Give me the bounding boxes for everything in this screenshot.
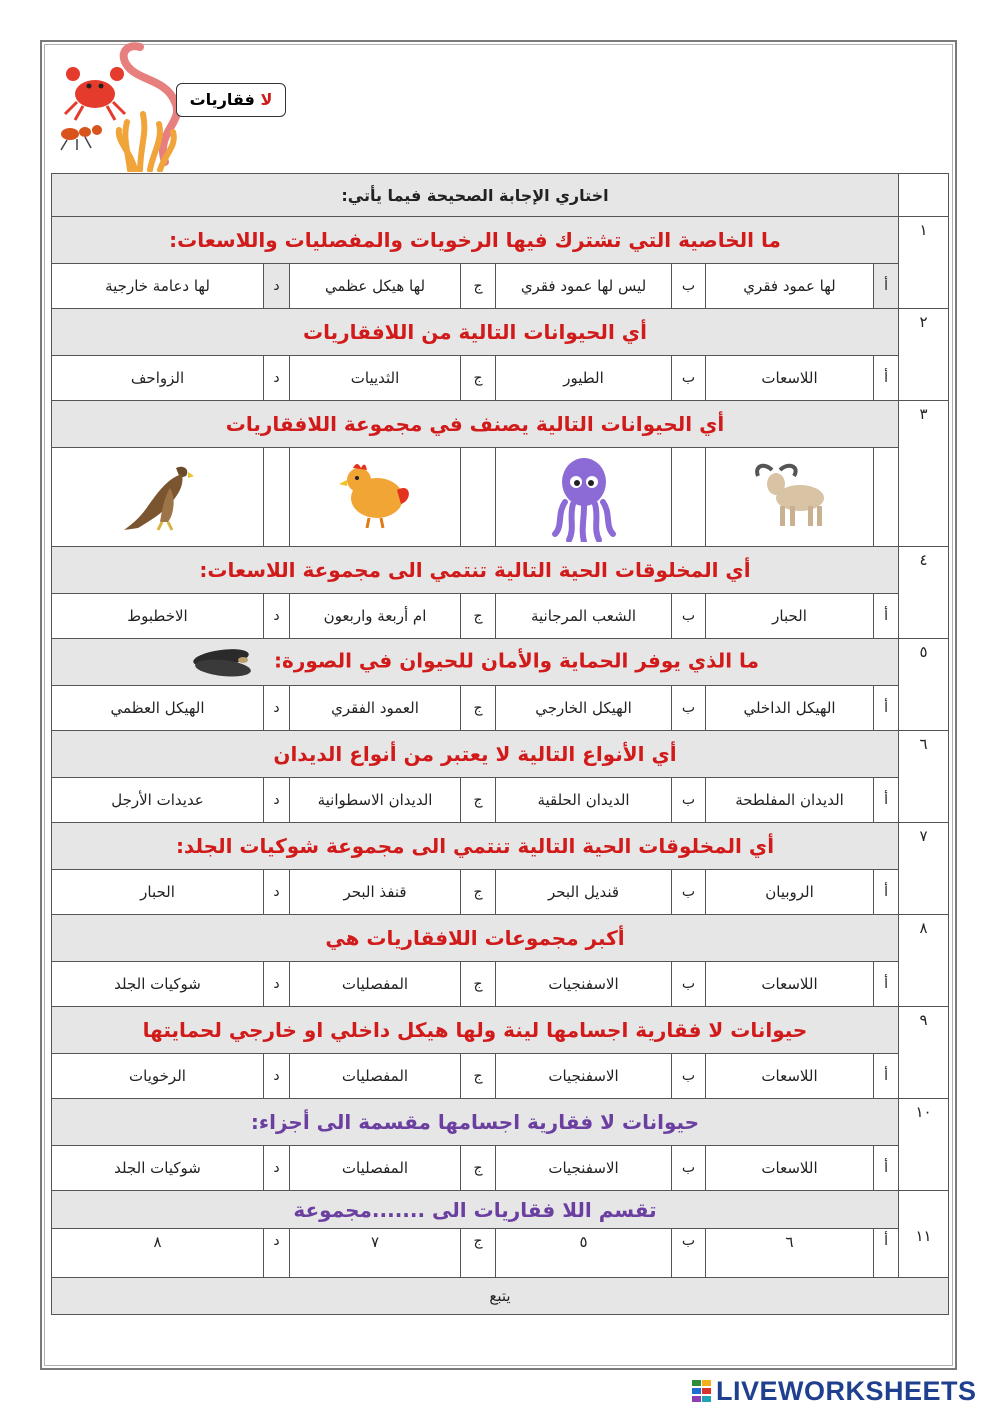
- answer-row: [52, 1054, 949, 1099]
- question-text: تقسم اللا فقاريات الى .......مجموعة: [52, 1191, 899, 1229]
- answer-option[interactable]: ام أربعة واربعون: [290, 594, 461, 639]
- answer-option[interactable]: الاسفنجيات: [496, 962, 672, 1007]
- option-letter: أ: [874, 778, 899, 823]
- option-letter: د: [264, 1054, 290, 1099]
- answer-option-octopus[interactable]: [496, 448, 672, 547]
- answer-option[interactable]: الاسفنجيات: [496, 1054, 672, 1099]
- question-text: أي الأنواع التالية لا يعتبر من أنواع الديدان: [52, 731, 899, 778]
- answer-option[interactable]: الثدييات: [290, 356, 461, 401]
- question-text: أي المخلوقات الحية التالية تنتمي الى مجموعة شوكيات الجلد:: [52, 823, 899, 870]
- answer-option[interactable]: المفصليات: [290, 1146, 461, 1191]
- option-letter: ب: [672, 356, 706, 401]
- question-row: [52, 731, 949, 778]
- answer-option[interactable]: المفصليات: [290, 1054, 461, 1099]
- option-letter: ج: [461, 778, 496, 823]
- question-text: أي المخلوقات الحية التالية تنتمي الى مجموعة اللاسعات:: [52, 547, 899, 594]
- worm-icon: [124, 46, 177, 162]
- answer-option[interactable]: اللاسعات: [706, 962, 874, 1007]
- footer-row: [52, 1278, 949, 1315]
- answer-option[interactable]: قنفذ البحر: [290, 870, 461, 915]
- option-letter: ب: [672, 1054, 706, 1099]
- option-letter: ب: [672, 1229, 706, 1278]
- question-number: ٧: [899, 823, 949, 915]
- option-letter: ب: [672, 1146, 706, 1191]
- answer-option[interactable]: لها دعامة خارجية: [52, 264, 264, 309]
- question-number: ٥: [899, 639, 949, 731]
- answer-row: [52, 594, 949, 639]
- question-row: [52, 401, 949, 448]
- option-letter: أ: [874, 1054, 899, 1099]
- option-letter: ج: [461, 264, 496, 309]
- liveworksheets-logo: [692, 1376, 977, 1406]
- option-letter: ب: [672, 778, 706, 823]
- option-letter: د: [264, 356, 290, 401]
- answer-option[interactable]: شوكيات الجلد: [52, 962, 264, 1007]
- question-number: ١: [899, 217, 949, 309]
- option-letter: أ: [874, 264, 899, 309]
- question-number: ٢: [899, 309, 949, 401]
- answer-option[interactable]: الزواحف: [52, 356, 264, 401]
- question-row: [52, 639, 949, 686]
- option-letter: د: [264, 1146, 290, 1191]
- answer-option[interactable]: الروبيان: [706, 870, 874, 915]
- question-number: ٩: [899, 1007, 949, 1099]
- answer-option[interactable]: الاخطبوط: [52, 594, 264, 639]
- answer-row: [52, 264, 949, 309]
- crab-icon: [65, 67, 125, 120]
- answer-option[interactable]: ٨: [52, 1229, 264, 1278]
- answer-option[interactable]: الطيور: [496, 356, 672, 401]
- answer-option[interactable]: شوكيات الجلد: [52, 1146, 264, 1191]
- octopus-icon: [551, 456, 617, 542]
- option-letter: ج: [461, 962, 496, 1007]
- answer-row: [52, 356, 949, 401]
- answer-row: [52, 778, 949, 823]
- question-number: ٣: [899, 401, 949, 547]
- answer-option[interactable]: لها هيكل عظمي: [290, 264, 461, 309]
- answer-option[interactable]: الاسفنجيات: [496, 1146, 672, 1191]
- question-row: [52, 1191, 949, 1229]
- answer-option[interactable]: الهيكل العظمي: [52, 686, 264, 731]
- worksheet-title: [176, 83, 286, 117]
- option-letter: ب: [672, 594, 706, 639]
- brand-name: LIVEWORKSHEETS: [716, 1375, 977, 1406]
- option-letter: د: [264, 1229, 290, 1278]
- question-row: [52, 547, 949, 594]
- option-letter: أ: [874, 870, 899, 915]
- option-letter: ب: [672, 870, 706, 915]
- answer-option[interactable]: ٥: [496, 1229, 672, 1278]
- option-letter: ب: [672, 962, 706, 1007]
- question-text: حيوانات لا فقارية اجسامها لينة ولها هيكل داخلي او خارجي لحمايتها: [52, 1007, 899, 1054]
- option-letter: ج: [461, 1229, 496, 1278]
- question-number: ٨: [899, 915, 949, 1007]
- option-letter: ب: [672, 686, 706, 731]
- questions-table: [51, 173, 949, 1315]
- instruction-row: [52, 174, 949, 217]
- option-letter: أ: [874, 1229, 899, 1278]
- answer-option[interactable]: الديدان المفلطحة: [706, 778, 874, 823]
- question-row: [52, 1099, 949, 1146]
- title-word: فقاريات: [189, 90, 255, 109]
- answer-option[interactable]: المفصليات: [290, 962, 461, 1007]
- option-letter: أ: [874, 962, 899, 1007]
- option-letter: أ: [874, 356, 899, 401]
- option-letter: ج: [461, 356, 496, 401]
- question-text: أي الحيوانات التالية يصنف في مجموعة اللافقاريات: [52, 401, 899, 448]
- question-row: [52, 309, 949, 356]
- option-letter: د: [264, 870, 290, 915]
- option-letter: ج: [461, 686, 496, 731]
- answer-option[interactable]: قنديل البحر: [496, 870, 672, 915]
- answer-option-eagle[interactable]: [52, 448, 264, 547]
- question-text: أكبر مجموعات اللافقاريات هي: [52, 915, 899, 962]
- option-letter: د: [264, 594, 290, 639]
- answer-option[interactable]: الهيكل الداخلي: [706, 686, 874, 731]
- eagle-icon: [118, 458, 198, 532]
- chicken-icon: [335, 460, 415, 530]
- question-row: [52, 823, 949, 870]
- question-row: [52, 1007, 949, 1054]
- answer-row: [52, 1229, 949, 1278]
- answer-row: [52, 962, 949, 1007]
- option-letter: د: [264, 778, 290, 823]
- answer-option[interactable]: الرخويات: [52, 1054, 264, 1099]
- answer-option[interactable]: ٧: [290, 1229, 461, 1278]
- answer-row: [52, 870, 949, 915]
- answer-option[interactable]: الحبار: [706, 594, 874, 639]
- option-letter: أ: [874, 686, 899, 731]
- instruction-text: اختاري الإجابة الصحيحة فيما يأتي:: [52, 174, 899, 217]
- option-letter: د: [264, 686, 290, 731]
- answer-option-goat[interactable]: [706, 448, 874, 547]
- answer-option[interactable]: لها عمود فقري: [706, 264, 874, 309]
- option-letter: أ: [874, 594, 899, 639]
- title-negation: لا: [260, 90, 273, 109]
- question-number: ١٠: [899, 1099, 949, 1191]
- option-letter: د: [264, 962, 290, 1007]
- answer-option[interactable]: العمود الفقري: [290, 686, 461, 731]
- option-letter: أ: [874, 1146, 899, 1191]
- option-letter: ج: [461, 870, 496, 915]
- answer-option[interactable]: ٦: [706, 1229, 874, 1278]
- answer-row: [52, 1146, 949, 1191]
- answer-option[interactable]: الديدان الحلقية: [496, 778, 672, 823]
- ant-icon: [61, 125, 102, 150]
- question-number: ١١: [899, 1191, 949, 1278]
- answer-option[interactable]: اللاسعات: [706, 356, 874, 401]
- option-letter: ج: [461, 594, 496, 639]
- answer-option[interactable]: اللاسعات: [706, 1146, 874, 1191]
- image-answer-row: [52, 448, 949, 547]
- answer-option[interactable]: عديدات الأرجل: [52, 778, 264, 823]
- goat-icon: [750, 460, 830, 530]
- question-number: ٤: [899, 547, 949, 639]
- mussel-icon: [191, 646, 253, 678]
- question-text: ما الخاصية التي تشترك فيها الرخويات والمفصليات واللاسعات:: [52, 217, 899, 264]
- option-letter: ب: [672, 264, 706, 309]
- question-row: [52, 217, 949, 264]
- answer-option[interactable]: الديدان الاسطوانية: [290, 778, 461, 823]
- question-number: ٦: [899, 731, 949, 823]
- option-letter: د: [264, 264, 290, 309]
- answer-option[interactable]: الحبار: [52, 870, 264, 915]
- answer-option[interactable]: ليس لها عمود فقري: [496, 264, 672, 309]
- continue-label: يتبع: [52, 1278, 949, 1315]
- question-cell: [52, 639, 899, 686]
- question-text: ما الذي يوفر الحماية والأمان للحيوان في الصورة:: [274, 648, 759, 673]
- answer-row: [52, 686, 949, 731]
- question-text: أي الحيوانات التالية من اللافقاريات: [52, 309, 899, 356]
- question-text: حيوانات لا فقارية اجسامها مقسمة الى أجزاء:: [52, 1099, 899, 1146]
- answer-option[interactable]: الشعب المرجانية: [496, 594, 672, 639]
- liveworksheets-icon: [692, 1380, 712, 1402]
- option-letter: ج: [461, 1146, 496, 1191]
- answer-option[interactable]: الهيكل الخارجي: [496, 686, 672, 731]
- answer-option-chicken[interactable]: [290, 448, 461, 547]
- question-row: [52, 915, 949, 962]
- option-letter: ج: [461, 1054, 496, 1099]
- answer-option[interactable]: اللاسعات: [706, 1054, 874, 1099]
